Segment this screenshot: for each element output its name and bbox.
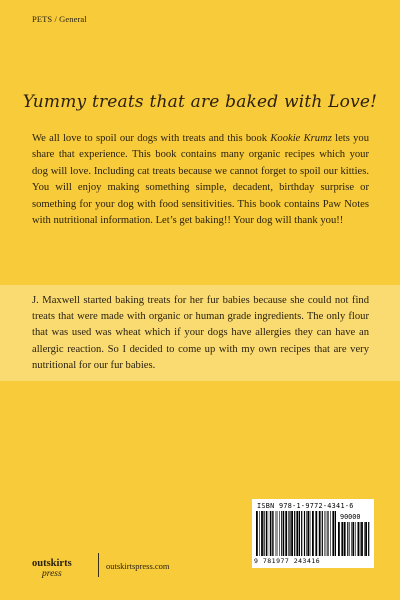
barcode-bar — [368, 522, 369, 556]
barcode-bar — [326, 511, 327, 556]
barcode-bar — [330, 511, 331, 556]
barcode-bar — [358, 522, 360, 556]
tagline: Yummy treats that are baked with Love! — [22, 92, 378, 112]
barcode-bar — [301, 511, 302, 556]
barcode-bar — [256, 511, 258, 556]
barcode-bar — [315, 511, 317, 556]
barcode-bar — [360, 522, 361, 556]
barcode-bar — [291, 511, 293, 556]
barcode-bar — [283, 511, 284, 556]
barcode-bar — [270, 511, 271, 556]
barcode-bar — [310, 511, 311, 556]
publisher-url: outskirtspress.com — [106, 561, 170, 571]
barcode-bar — [264, 511, 265, 556]
barcode-bar — [289, 511, 290, 556]
barcode-bar — [296, 511, 298, 556]
barcode-bar — [325, 511, 326, 556]
isbn-label: ISBN 978-1-9772-4341-6 — [257, 502, 354, 510]
blurb-text-start: We all love to spoil our dogs with treats and this book — [32, 133, 271, 144]
barcode-bar — [299, 511, 300, 556]
publisher-logo — [32, 556, 90, 578]
category-label: PETS / General — [32, 14, 87, 24]
barcode-bar — [259, 511, 260, 556]
logo-text-bottom: press — [42, 569, 62, 578]
barcode-bar — [355, 522, 356, 556]
barcode-bar — [268, 511, 269, 556]
barcode-bar — [277, 511, 278, 556]
barcode-bar — [365, 522, 367, 556]
barcode-bar — [266, 511, 267, 556]
isbn-barcode — [252, 499, 374, 568]
logo-text-top: outskirts — [32, 558, 72, 569]
barcode-bars — [256, 511, 336, 556]
barcode-bar — [341, 522, 343, 556]
book-title: Kookie Krumz — [270, 133, 332, 144]
book-blurb — [32, 131, 369, 229]
barcode-bar — [349, 522, 350, 556]
barcode-bar — [335, 511, 336, 556]
barcode-bar — [306, 511, 307, 556]
footer-divider — [98, 553, 99, 577]
barcode-bar — [272, 511, 273, 556]
barcode-bar — [307, 511, 309, 556]
price-code: 90000 — [340, 513, 361, 521]
barcode-bar — [261, 511, 263, 556]
barcode-bar — [322, 511, 323, 556]
barcode-bar — [352, 522, 354, 556]
barcode-bar — [288, 511, 289, 556]
barcode-bar — [361, 522, 363, 556]
barcode-bar — [285, 511, 287, 556]
barcode-bar — [332, 511, 334, 556]
barcode-bar — [364, 522, 365, 556]
barcode-bar — [304, 511, 305, 556]
barcode-bar — [351, 522, 352, 556]
barcode-bar — [327, 511, 328, 556]
barcode-bar — [294, 511, 295, 556]
barcode-bar — [279, 511, 280, 556]
barcode-bar — [319, 511, 321, 556]
barcode-bar — [281, 511, 282, 556]
barcode-bar — [312, 511, 314, 556]
barcode-bar — [276, 511, 277, 556]
author-bio: J. Maxwell started baking treats for her fur babies because she could not find treats that were made with organic or human grade ingredients. The only flour that was used was wheat which if your dogs have allergies they can have an allergic reaction. So I decided to come up with my own recipes that are very nutritional for our fur babies. — [32, 295, 369, 371]
barcode-bar — [338, 522, 340, 556]
price-barcode-bars — [338, 522, 370, 556]
barcode-digits: 9 781977 243416 — [254, 557, 321, 565]
blurb-text-end: lets you share that experience. This book contains many organic recipes which your dog will love. Including cat treats because we cannot forget to spoil our kitties. You will enjoy making something simple, decadent, birthday surprise or something for your dog with food sensitivities. This book contains Paw Notes with nutritional information. Let’s get baking!! Your dog will thank you!! — [32, 133, 369, 227]
barcode-bar — [273, 511, 274, 556]
barcode-bar — [347, 522, 348, 556]
barcode-bar — [344, 522, 346, 556]
